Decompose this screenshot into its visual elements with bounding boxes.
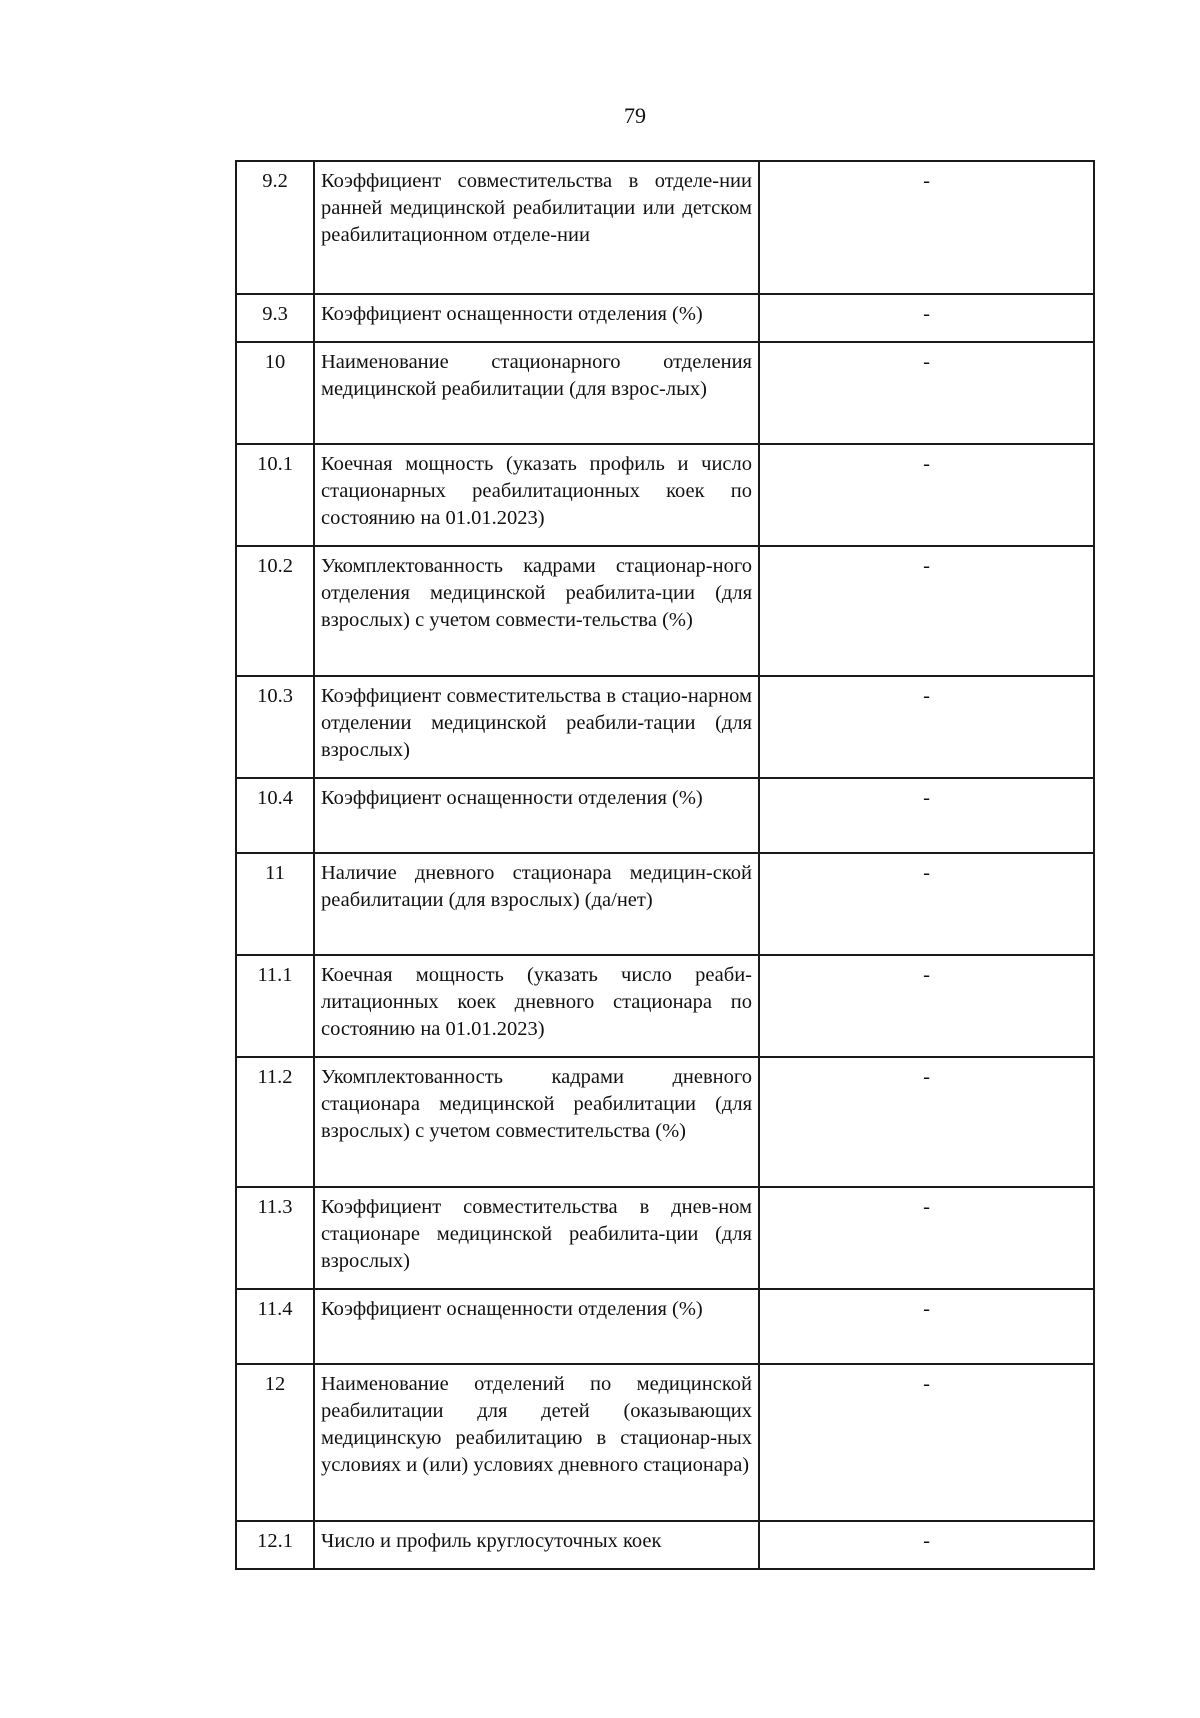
row-number: 11.4 bbox=[236, 1289, 314, 1364]
row-value: - bbox=[759, 1289, 1094, 1364]
row-description: Коэффициент оснащенности отделения (%) bbox=[314, 294, 759, 342]
row-number: 12 bbox=[236, 1364, 314, 1521]
row-number: 10.3 bbox=[236, 676, 314, 778]
table-row bbox=[236, 294, 1094, 342]
row-value: - bbox=[759, 161, 1094, 294]
row-value: - bbox=[759, 1364, 1094, 1521]
table-row bbox=[236, 161, 1094, 294]
table-row bbox=[236, 1364, 1094, 1521]
table-body bbox=[236, 161, 1094, 1569]
table-row bbox=[236, 778, 1094, 853]
table-row bbox=[236, 546, 1094, 676]
row-value: - bbox=[759, 546, 1094, 676]
table-row bbox=[236, 853, 1094, 955]
table-row bbox=[236, 1057, 1094, 1187]
row-number: 10 bbox=[236, 342, 314, 444]
row-value: - bbox=[759, 294, 1094, 342]
row-description: Укомплектованность кадрами дневного стационара медицинской реабилитации (для взрослых) с учетом совместительства (%) bbox=[314, 1057, 759, 1187]
page-number: 79 bbox=[624, 103, 646, 128]
row-value: - bbox=[759, 676, 1094, 778]
row-value: - bbox=[759, 342, 1094, 444]
row-number: 11.3 bbox=[236, 1187, 314, 1289]
row-value: - bbox=[759, 853, 1094, 955]
row-value: - bbox=[759, 1187, 1094, 1289]
row-description: Наименование стационарного отделения медицинской реабилитации (для взрос-лых) bbox=[314, 342, 759, 444]
row-value: - bbox=[759, 444, 1094, 546]
row-number: 10.2 bbox=[236, 546, 314, 676]
table-row bbox=[236, 1289, 1094, 1364]
row-number: 10.4 bbox=[236, 778, 314, 853]
row-description: Укомплектованность кадрами стационар-ного отделения медицинской реабилита-ции (для взрослых) с учетом совмести-тельства (%) bbox=[314, 546, 759, 676]
row-number: 10.1 bbox=[236, 444, 314, 546]
row-value: - bbox=[759, 778, 1094, 853]
row-number: 9.3 bbox=[236, 294, 314, 342]
row-description: Наименование отделений по медицинской реабилитации для детей (оказывающих медицинскую реабилитацию в стационар-ных условиях и (или) условиях дневного стационара) bbox=[314, 1364, 759, 1521]
row-value: - bbox=[759, 1057, 1094, 1187]
row-description: Коэффициент оснащенности отделения (%) bbox=[314, 1289, 759, 1364]
row-description: Коечная мощность (указать число реаби-литационных коек дневного стационара по состоянию на 01.01.2023) bbox=[314, 955, 759, 1057]
indicators-table bbox=[235, 160, 1095, 1570]
row-number: 11.2 bbox=[236, 1057, 314, 1187]
row-number: 11 bbox=[236, 853, 314, 955]
table-row bbox=[236, 676, 1094, 778]
row-description: Коечная мощность (указать профиль и число стационарных реабилитационных коек по состоянию на 01.01.2023) bbox=[314, 444, 759, 546]
row-description: Наличие дневного стационара медицин-ской реабилитации (для взрослых) (да/нет) bbox=[314, 853, 759, 955]
table-row bbox=[236, 955, 1094, 1057]
row-number: 12.1 bbox=[236, 1521, 314, 1569]
row-description: Коэффициент совместительства в отделе-нии ранней медицинской реабилитации или детском реабилитационном отделе-нии bbox=[314, 161, 759, 294]
row-description: Коэффициент совместительства в днев-ном стационаре медицинской реабилита-ции (для взрослых) bbox=[314, 1187, 759, 1289]
row-number: 9.2 bbox=[236, 161, 314, 294]
table-row bbox=[236, 1187, 1094, 1289]
table-row bbox=[236, 1521, 1094, 1569]
row-description: Число и профиль круглосуточных коек bbox=[314, 1521, 759, 1569]
table-row bbox=[236, 342, 1094, 444]
row-number: 11.1 bbox=[236, 955, 314, 1057]
table-row bbox=[236, 444, 1094, 546]
row-description: Коэффициент совместительства в стацио-нарном отделении медицинской реабили-тации (для взрослых) bbox=[314, 676, 759, 778]
row-description: Коэффициент оснащенности отделения (%) bbox=[314, 778, 759, 853]
row-value: - bbox=[759, 1521, 1094, 1569]
row-value: - bbox=[759, 955, 1094, 1057]
